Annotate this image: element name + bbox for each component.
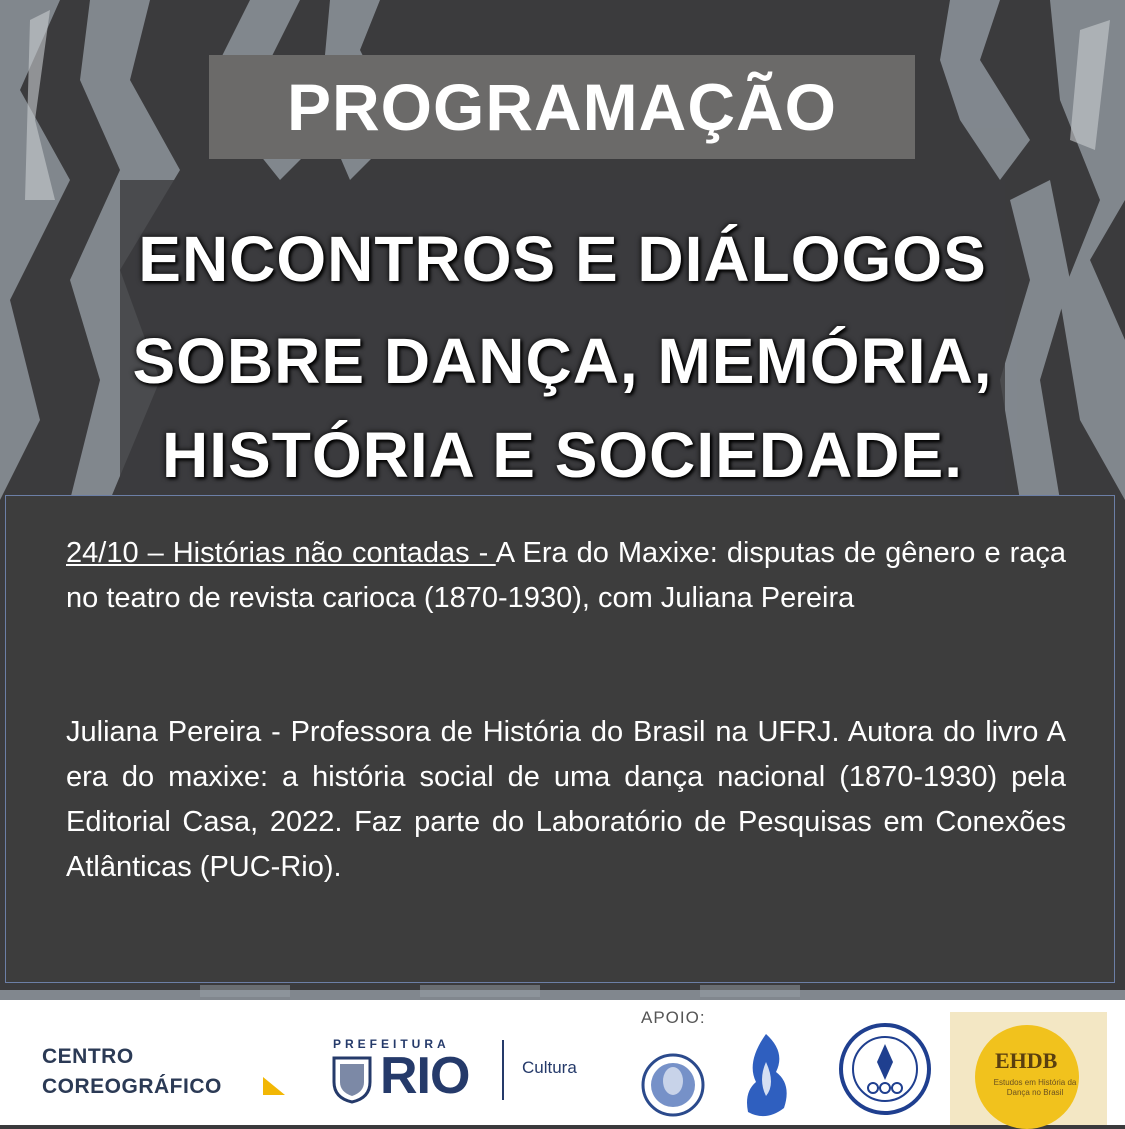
triangle-icon — [263, 1077, 285, 1095]
ufrj-emblem-icon — [640, 1045, 706, 1121]
headline-line-3: HISTÓRIA E SOCIEDADE. — [162, 419, 963, 491]
rio-coat-of-arms-icon — [330, 1052, 374, 1104]
programacao-text: PROGRAMAÇÃO — [287, 70, 837, 144]
rio-text: RIO — [380, 1047, 470, 1105]
centro-text: CENTRO — [42, 1045, 134, 1068]
event-date-title: 24/10 – Histórias não contadas - — [66, 537, 496, 569]
ehdb-subtitle: Estudos em História da Dança no Brasil — [993, 1078, 1077, 1097]
event-description — [66, 531, 1066, 621]
logo-divider — [502, 1040, 504, 1100]
headline-line-2: SOBRE DANÇA, MEMÓRIA, — [132, 325, 993, 397]
event-topic: A Era do Maxixe: disputas de gênero e raça no teatro de revista carioca (1870-1930), com Juliana Pereira — [66, 537, 1066, 614]
flame-logo-icon — [736, 1032, 796, 1120]
ehdb-text: EHDB — [995, 1048, 1058, 1073]
ehdb-logo-circle — [975, 1025, 1079, 1129]
coreografico-text: COREOGRÁFICO — [42, 1075, 222, 1098]
apoio-label: APOIO: — [641, 1008, 706, 1027]
prefeitura-text: PREFEITURA — [333, 1037, 450, 1051]
programacao-label — [209, 55, 915, 159]
speaker-bio: Juliana Pereira - Professora de História do Brasil na UFRJ. Autora do livro A era do maxixe: a história social de uma dança nacional (1870-1930) pela Editorial Casa, 2022. Faz parte do Laboratório de Pesquisas em Conexões Atlânticas (PUC-Rio). — [66, 716, 1066, 883]
headline-line-1: ENCONTROS E DIÁLOGOS — [138, 223, 987, 295]
cultura-text: Cultura — [522, 1058, 577, 1077]
centro-coreografico-logo — [42, 1042, 222, 1102]
escola-educacao-fisica-seal-icon — [838, 1022, 932, 1116]
